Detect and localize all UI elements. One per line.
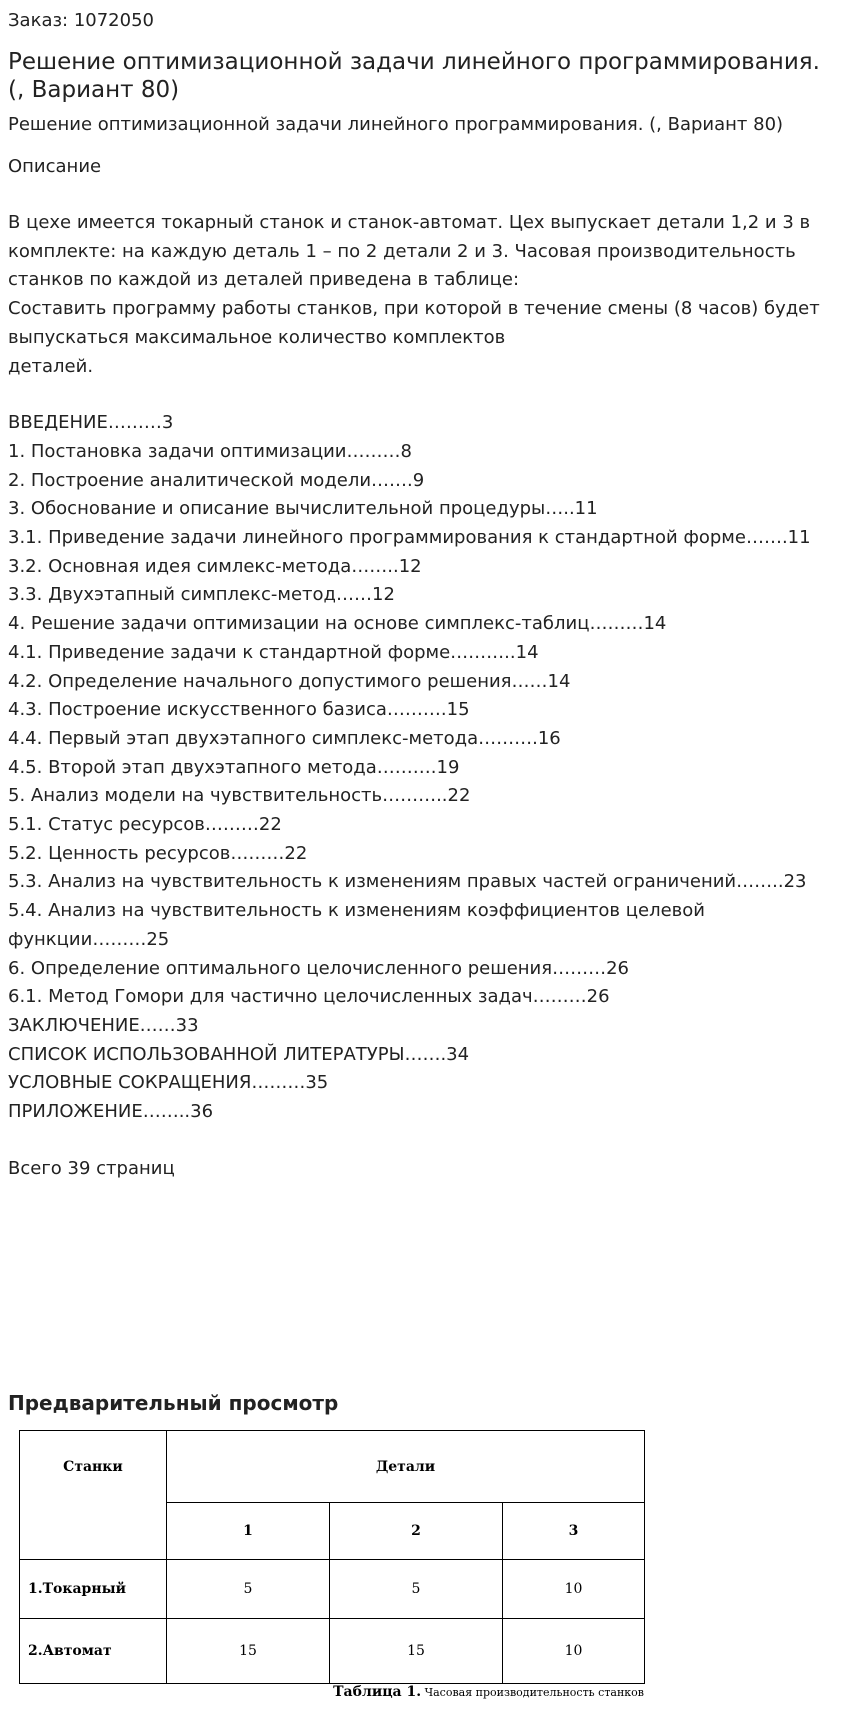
toc-item: 3.2. Основная идея симлекс-метода……..12: [8, 555, 422, 577]
row-value: 5: [167, 1560, 330, 1619]
page-title: Решение оптимизационной задачи линейного программирования. (, Вариант 80): [8, 49, 820, 103]
toc-item: УСЛОВНЫЕ СОКРАЩЕНИЯ………35: [8, 1072, 329, 1094]
description-text: В цехе имеется токарный станок и станок-автомат. Цех выпускает детали 1,2 и 3 в комплекте: на каждую деталь 1 – по 2 детали 2 и 3. Часовая производительность станков по каждой из деталей приведена в таблице: Составить программу работы станков, при которой в течение смены (8 часов) будет выпускаться максимальное количество комплектов деталей.: [8, 212, 820, 377]
toc-item: 5.2. Ценность ресурсов………22: [8, 842, 308, 864]
row-value: 10: [503, 1560, 645, 1619]
toc-item: 5.3. Анализ на чувствительность к изменениям правых частей ограничений……..23: [8, 871, 807, 893]
table-row: [20, 1619, 645, 1684]
toc-item: 5.4. Анализ на чувствительность к изменениям коэффициентов целевой функции………25: [8, 900, 705, 950]
toc-item: 1. Постановка задачи оптимизации………8: [8, 440, 412, 462]
toc-item: 2. Построение аналитической модели…….9: [8, 469, 425, 491]
productivity-table: [19, 1430, 645, 1684]
toc-item: 5.1. Статус ресурсов………22: [8, 814, 282, 836]
toc-item: ВВЕДЕНИЕ………3: [8, 412, 174, 434]
preview-page: [19, 1430, 644, 1700]
header-detail-2: 2: [330, 1503, 503, 1560]
preview-heading: Предварительный просмотр: [8, 1391, 339, 1415]
toc-item: 4.3. Построение искусственного базиса……….15: [8, 699, 470, 721]
toc-item: 4.2. Определение начального допустимого решения……14: [8, 670, 571, 692]
toc-item: 3. Обоснование и описание вычислительной процедуры…..11: [8, 498, 598, 520]
toc-item: 4.4. Первый этап двухэтапного симплекс-метода……….16: [8, 727, 561, 749]
table-of-contents: [8, 409, 843, 1127]
page-subtitle: Решение оптимизационной задачи линейного программирования. (, Вариант 80): [8, 114, 784, 135]
row-value: 5: [330, 1560, 503, 1619]
toc-item: СПИСОК ИСПОЛЬЗОВАННОЙ ЛИТЕРАТУРЫ…….34: [8, 1043, 470, 1065]
row-value: 15: [167, 1619, 330, 1684]
row-machine-name: 1.Токарный: [20, 1560, 167, 1619]
caption-label: Таблица 1.: [333, 1684, 422, 1700]
toc-item: 6. Определение оптимального целочисленного решения………26: [8, 957, 629, 979]
header-details: Детали: [167, 1431, 645, 1503]
header-detail-1: 1: [167, 1503, 330, 1560]
row-value: 10: [503, 1619, 645, 1684]
row-value: 15: [330, 1619, 503, 1684]
total-pages: Всего 39 страниц: [8, 1157, 175, 1179]
table-caption: [19, 1685, 644, 1700]
caption-text: Часовая производительность станков: [424, 1686, 644, 1699]
toc-item: 5. Анализ модели на чувствительность………..22: [8, 785, 471, 807]
toc-item: 6.1. Метод Гомори для частично целочисленных задач………26: [8, 986, 610, 1008]
toc-item: ЗАКЛЮЧЕНИЕ……33: [8, 1014, 199, 1036]
header-machines: Станки: [20, 1431, 167, 1560]
toc-item: 4.1. Приведение задачи к стандартной форме………..14: [8, 641, 539, 663]
description-heading: Описание: [8, 156, 102, 177]
toc-item: 4.5. Второй этап двухэтапного метода……….19: [8, 756, 460, 778]
toc-item: 3.3. Двухэтапный симплекс-метод……12: [8, 584, 395, 606]
header-detail-3: 3: [503, 1503, 645, 1560]
toc-item: 3.1. Приведение задачи линейного программирования к стандартной форме…….11: [8, 527, 811, 549]
page-content: [8, 0, 843, 1184]
row-machine-name: 2.Автомат: [20, 1619, 167, 1684]
toc-item: ПРИЛОЖЕНИЕ……..36: [8, 1101, 214, 1123]
toc-item: 4. Решение задачи оптимизации на основе симплекс-таблиц………14: [8, 613, 667, 635]
table-row: [20, 1560, 645, 1619]
order-number: Заказ: 1072050: [8, 10, 154, 31]
